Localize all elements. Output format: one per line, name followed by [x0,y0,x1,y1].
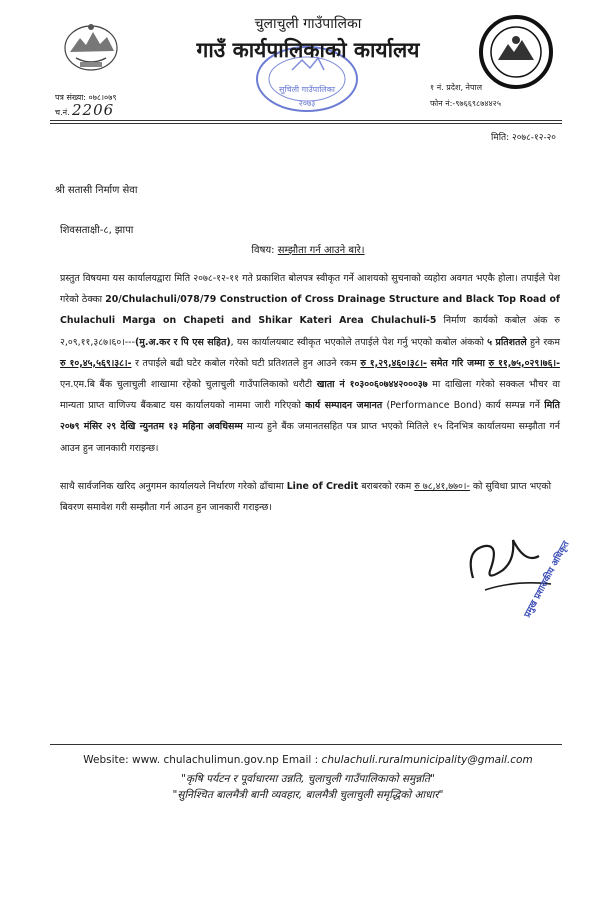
footer-email[interactable]: chulachuli.ruralmunicipality@gmail.com [321,754,533,766]
body-text-8: मा दाखिला गरेको सक्कल भौचर वा मान्यता प्राप्त वाणिज्य बैंकबाट यस कार्यालयको नाममा जारी गरिएको [60,379,560,412]
account-number: खाता नं १०३००६०७४४२०००३७ [316,379,428,391]
amount-2: रु १,२९,४६०।३८।- [360,357,427,369]
footer-website: Website: www. chulachulimun.gov.np Email : [83,754,319,766]
validity-period: मिति २०७९ मंसिर २९ देखि न्युनतम १३ महिना अवधिसम्म [60,400,560,433]
vat-note: (मु.अ.कर र पि एस सहित) [134,336,231,348]
header-divider-double [50,123,562,124]
footer-contact [0,754,616,766]
p2-text-2: बराबरको रकम [361,481,412,492]
p2-text-3: को सुविधा प्राप्त भएको बिवरण समावेश गरी सम्झौता गर्न आउन हुन जानकारी गराइन्छ। [60,481,551,513]
body-text-7: एन.एम.बि बैंक चुलाचुली शाखामा रहेको चुलाचुली गाउँपालिकाको धरौटी [60,379,313,391]
line-of-credit: Line of Credit [286,481,359,492]
performance-guarantee: कार्य सम्पादन जमानत [305,400,383,412]
dispatch-number-label: च.नं. [55,108,70,117]
letter-body [60,268,560,459]
stamp-year: २०७३ [298,99,316,108]
contract-id: 20/Chulachuli/078/79 Construction of Cross Drainage Structure and Black Top Road of Chulachuli Marga on Chapeti and Shikar Kateri Area Chulachuli-5 [60,294,561,327]
body-text-10: मान्य हुने बैंक जमानतसहित पत्र प्राप्त भएको मितिले १५ दिनभित्र कार्यालयमा सम्झौता गर्न आउन हुन जानकारी गराइन्छ। [60,421,560,454]
header-divider [50,120,562,121]
office-name: चुलाचुली गाउँपालिका [254,16,362,32]
recipient-address: शिवसताक्षी-८, झापा [60,225,134,236]
body-text-3: , यस कार्यालयबाट स्वीकृत भएकोले तपाईले पेश गर्नु भएको कबोल अंकको [230,336,484,348]
letter-date: मिति: २०७८-१२-२० [490,133,556,143]
credit-amount: रु ७८,४१,७७०।- [414,481,470,492]
subject-line [0,242,616,256]
footer-slogan-2: "सुनिश्चित बालमैत्री बानी व्यवहार, बालमैत्री चुलाचुली समृद्धिको आधार" [172,789,444,801]
subject-label: विषय: [251,245,275,256]
office-title: गाउँ कार्यपालिकाको कार्यालय [196,38,420,62]
amount-3: रु ११,७५,०२९।७६।- [488,357,560,369]
body-text-1: प्रस्तुत विषयमा यस कार्यालयद्वारा मिति २०७८-१२-११ गते प्रकाशित बोलपत्र स्वीकृत गर्ने आशयको सुचनाको व्यहोरा अवगत भएकै होला। तपाईले पेश गरेको ठेक्का [60,273,560,306]
officer-signature [455,520,585,630]
province-address: १ नं. प्रदेश, नेपाल [430,83,483,92]
p2-text-1: साथै सार्वजनिक खरिद अनुगमन कार्यालयले निर्धारण गरेको ढाँचामा [60,481,284,492]
percent-text: ५ प्रतिशतले [487,336,527,348]
body-text-2: निर्माण कार्यको कबोल अंक रु २,०९,११,३८७।६०।--- [60,315,561,348]
letter-number: पत्र संख्या: ०७८।०७९ [55,93,117,102]
stamp-text: सुचिली गाउँपालिका [279,85,335,94]
body-text-6: समेत गरि जम्मा [430,357,485,369]
phone-number: फोन नं:-९७६६९८७४४२५ [430,99,502,108]
body-text-5: र तपाईले बढी घटेर कबोल गरेको घटी प्रतिशतले हुन आउने रकम [135,357,357,369]
body-text-4: हुने रकम [529,336,560,348]
recipient-name: श्री सतासी निर्माण सेवा [55,185,138,196]
subject-text: सम्झौता गर्न आउने बारे। [277,245,365,256]
dispatch-number: 2206 [72,101,115,119]
officer-title: प्रमुख प्रशासकीय अधिकृत [522,539,572,620]
paragraph-2 [60,476,560,518]
amount-1: रु १०,४५,५६९।३८।- [60,357,132,369]
footer-divider [50,744,562,745]
footer-slogan-1: "कृषि पर्यटन र पूर्वाधारमा उन्नति, चुलाचुली गाउँपालिकाको समुन्नति" [181,773,435,785]
performance-bond: (Performance Bond) [386,400,482,412]
body-text-9: कार्य सम्पन्न गर्ने [485,400,540,412]
